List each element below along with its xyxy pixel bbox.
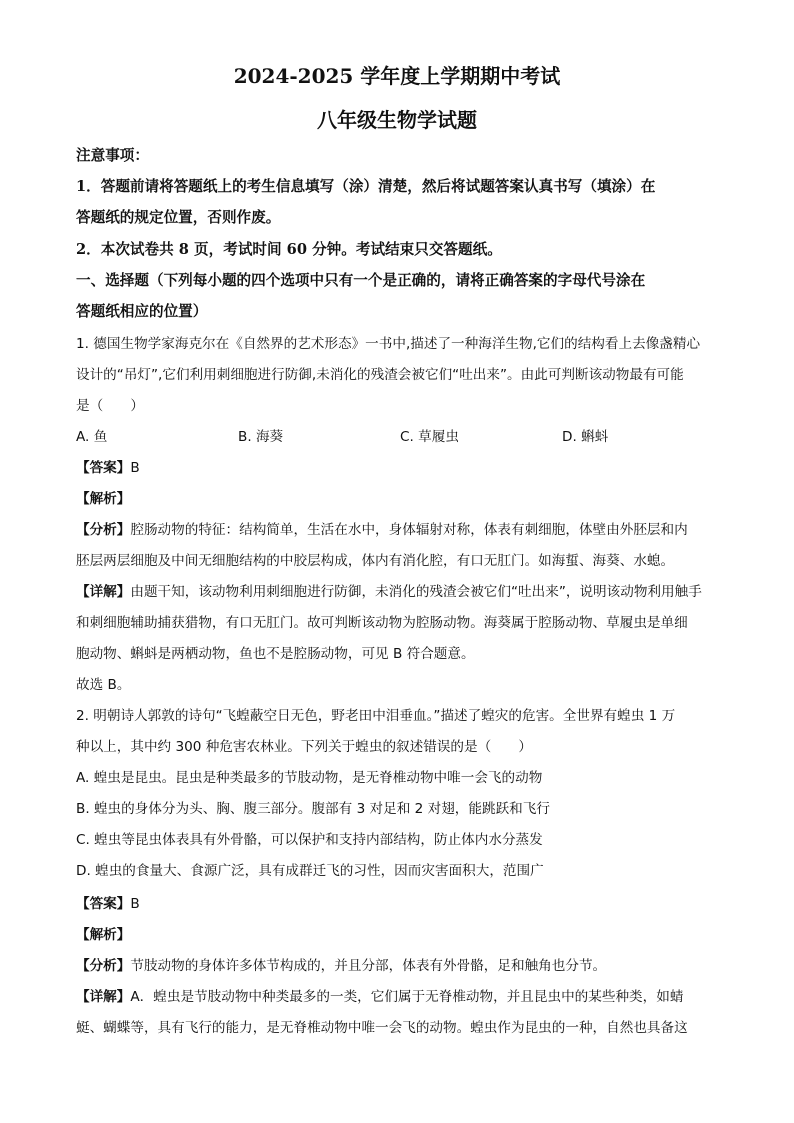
q1-answer-tag: 【答案】: [76, 460, 131, 476]
q1-fenxi-line-2: 胚层两层细胞及中间无细胞结构的中胶层构成，体内有消化腔，有口无肛门。如海蜇、海葵、水螅。: [76, 553, 675, 569]
q2-xiangjie-line-1: [76, 987, 683, 1007]
q1-xiangjie-line-3: 胞动物、蝌蚪是两栖动物，鱼也不是腔肠动物，可见 B 符合题意。: [76, 646, 475, 662]
q1-fenxi-line-1: [76, 520, 688, 540]
q1-option-c: C. 草履虫: [400, 429, 459, 445]
q1-stem-line-1: 1. 德国生物学家海克尔在《自然界的艺术形态》一书中,描述了一种海洋生物,它们的结构看上去像盏精心: [76, 336, 701, 352]
q1-fenxi-tag: 【分析】: [76, 522, 131, 538]
q2-option-d: D. 蝗虫的食量大、食源广泛，具有成群迁飞的习性，因而灾害面积大，范围广: [76, 863, 544, 879]
q1-xiangjie-text-1: 由题干知，该动物利用刺细胞进行防御，未消化的残渣会被它们“吐出来”，说明该动物利用触手: [130, 584, 702, 600]
exam-title: 2024-2025 学年度上学期期中考试: [233, 64, 561, 88]
q1-analysis-tag: 【解析】: [76, 491, 131, 507]
q1-stem-line-3: 是（ ）: [76, 398, 144, 414]
q2-fenxi-tag: 【分析】: [76, 958, 131, 974]
q2-stem-line-1: 2. 明朝诗人郭敦的诗句“飞蝗蔽空日无色，野老田中泪垂血。”描述了蝗灾的危害。全世界有蝗虫 1 万: [76, 708, 676, 724]
q1-xiangjie-line-2: 和刺细胞辅助捕获猎物，有口无肛门。故可判断该动物为腔肠动物。海葵属于腔肠动物、草履虫是单细: [76, 615, 688, 631]
q2-xiangjie-text-1: A．蝗虫是节肢动物中种类最多的一类，它们属于无脊椎动物，并且昆虫中的某些种类，如蜻: [130, 989, 684, 1005]
q1-stem-line-2: 设计的“吊灯”,它们利用刺细胞进行防御,未消化的残渣会被它们“吐出来”。由此可判断该动物最有可能: [76, 367, 684, 383]
q2-answer-value: B: [130, 896, 140, 912]
q1-xiangjie-tag: 【详解】: [76, 584, 131, 600]
q2-option-b: B. 蝗虫的身体分为头、胸、腹三部分。腹部有 3 对足和 2 对翅，能跳跃和飞行: [76, 801, 550, 817]
q2-fenxi-line-1: [76, 956, 606, 976]
notice-item-2: 2．本次试卷共 8 页，考试时间 60 分钟。考试结束只交答题纸。: [76, 241, 502, 258]
q2-fenxi-text-1: 节肢动物的身体许多体节构成的，并且分部，体表有外骨骼，足和触角也分节。: [130, 958, 607, 974]
section-1-heading-line-2: 答题纸相应的位置）: [76, 303, 208, 320]
q1-option-b: B. 海葵: [238, 429, 284, 445]
q2-xiangjie-tag: 【详解】: [76, 989, 131, 1005]
q2-analysis-tag: 【解析】: [76, 927, 131, 943]
q1-analysis-heading: [76, 489, 130, 509]
exam-subtitle: 八年级生物学试题: [317, 108, 477, 132]
q1-option-d: D. 蝌蚪: [562, 429, 609, 445]
section-1-heading-line-1: 一、选择题（下列每小题的四个选项中只有一个是正确的，请将正确答案的字母代号涂在: [76, 272, 646, 289]
q1-conclusion: 故选 B。: [76, 677, 131, 693]
q2-xiangjie-line-2: 蜓、蝴蝶等，具有飞行的能力，是无脊椎动物中唯一会飞的动物。蝗虫作为昆虫的一种，自然也具备这: [76, 1020, 688, 1036]
q2-option-a: A. 蝗虫是昆虫。昆虫是种类最多的节肢动物，是无脊椎动物中唯一会飞的动物: [76, 770, 543, 786]
q1-answer: [76, 458, 140, 478]
q1-option-a: A. 鱼: [76, 429, 108, 445]
notice-item-1-line-2: 答题纸的规定位置，否则作废。: [76, 209, 281, 226]
q2-stem-line-2: 种以上，其中约 300 种危害农林业。下列关于蝗虫的叙述错误的是（ ）: [76, 739, 532, 755]
notice-heading: 注意事项：: [76, 147, 149, 164]
q1-answer-value: B: [130, 460, 140, 476]
q2-answer: [76, 894, 140, 914]
q1-fenxi-text-1: 腔肠动物的特征：结构简单，生活在水中，身体辐射对称，体表有刺细胞，体壁由外胚层和内: [130, 522, 688, 538]
q2-answer-tag: 【答案】: [76, 896, 131, 912]
q2-option-c: C. 蝗虫等昆虫体表具有外骨骼，可以保护和支持内部结构，防止体内水分蒸发: [76, 832, 543, 848]
q2-analysis-heading: [76, 925, 130, 945]
q1-xiangjie-line-1: [76, 582, 702, 602]
notice-item-1-line-1: 1．答题前请将答题纸上的考生信息填写（涂）清楚，然后将试题答案认真书写（填涂）在: [76, 178, 656, 195]
